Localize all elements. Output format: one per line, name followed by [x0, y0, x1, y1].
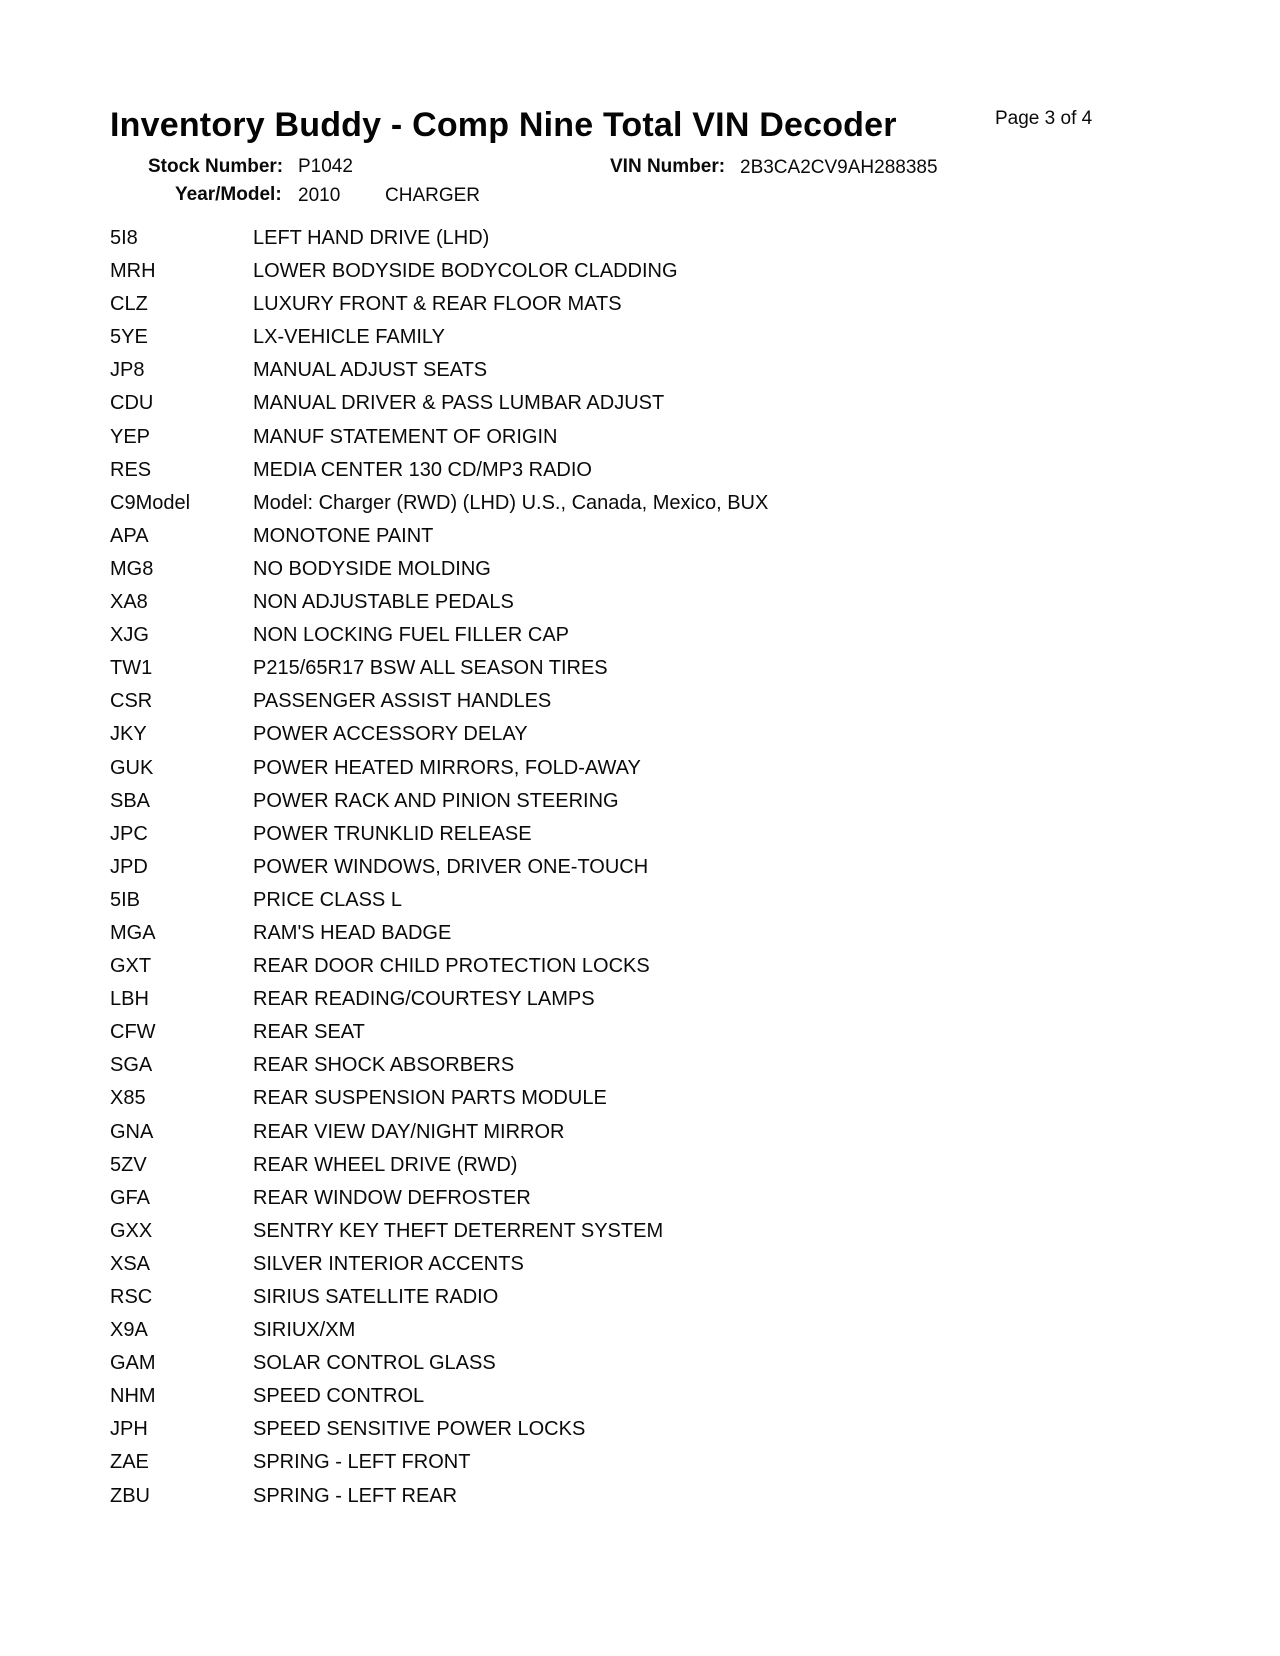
- option-row: [110, 255, 1190, 288]
- option-description: REAR SUSPENSION PARTS MODULE: [253, 1087, 607, 1110]
- option-code: TW1: [110, 657, 153, 680]
- option-description: SPRING - LEFT REAR: [253, 1484, 458, 1507]
- option-row: [110, 586, 1190, 619]
- option-description: POWER WINDOWS, DRIVER ONE-TOUCH: [253, 855, 649, 878]
- option-row: [110, 553, 1190, 586]
- option-description: SOLAR CONTROL GLASS: [253, 1352, 496, 1375]
- vin-number-value: 2B3CA2CV9AH288385: [740, 157, 938, 178]
- option-code: GUK: [110, 756, 154, 779]
- option-description: SILVER INTERIOR ACCENTS: [253, 1252, 524, 1275]
- stock-number-label: Stock Number:: [148, 156, 284, 177]
- year-value: 2010: [298, 185, 341, 206]
- option-description: SIRIUX/XM: [253, 1319, 356, 1342]
- option-row: [110, 1149, 1190, 1182]
- option-code: ZAE: [110, 1451, 149, 1474]
- option-description: MANUF STATEMENT OF ORIGIN: [253, 425, 558, 448]
- stock-number-value: P1042: [298, 156, 353, 177]
- option-description: LOWER BODYSIDE BODYCOLOR CLADDING: [253, 260, 678, 283]
- option-code: GAM: [110, 1352, 156, 1375]
- option-row: [110, 288, 1190, 321]
- option-code: RSC: [110, 1286, 153, 1308]
- option-description: SPEED CONTROL: [253, 1385, 425, 1408]
- option-description: REAR WINDOW DEFROSTER: [253, 1186, 531, 1209]
- option-code: YEP: [110, 425, 151, 448]
- option-row: [110, 1446, 1190, 1479]
- option-row: [110, 1314, 1190, 1347]
- option-code: XJG: [110, 624, 149, 647]
- option-description: NO BODYSIDE MOLDING: [253, 557, 491, 580]
- option-row: [110, 321, 1190, 354]
- option-description: NON LOCKING FUEL FILLER CAP: [253, 624, 569, 647]
- option-code: CLZ: [110, 293, 148, 316]
- model-value: CHARGER: [385, 185, 481, 206]
- page-title: Inventory Buddy - Comp Nine Total VIN Decoder: [110, 106, 897, 144]
- option-code: MRH: [110, 260, 156, 283]
- option-row: [110, 818, 1190, 851]
- option-description: REAR WHEEL DRIVE (RWD): [253, 1153, 518, 1176]
- option-row: [110, 454, 1190, 487]
- option-description: SIRIUS SATELLITE RADIO: [253, 1286, 499, 1308]
- option-row: [110, 1215, 1190, 1248]
- option-row: [110, 1248, 1190, 1281]
- option-code: RES: [110, 458, 152, 481]
- option-code: JP8: [110, 359, 145, 382]
- option-description: LUXURY FRONT & REAR FLOOR MATS: [253, 293, 622, 316]
- option-row: [110, 222, 1190, 255]
- option-code: 5I8: [110, 227, 138, 249]
- option-code: CSR: [110, 690, 153, 713]
- option-code: APA: [110, 524, 149, 547]
- option-row: [110, 752, 1190, 785]
- option-code: GNA: [110, 1120, 154, 1143]
- option-description: REAR SEAT: [253, 1021, 365, 1044]
- option-code: XSA: [110, 1252, 151, 1275]
- option-row: [110, 1480, 1190, 1513]
- option-row: [110, 354, 1190, 387]
- option-code: X9A: [110, 1319, 148, 1342]
- option-code: GXT: [110, 955, 152, 978]
- option-code: 5ZV: [110, 1153, 147, 1176]
- option-code: SGA: [110, 1054, 153, 1077]
- option-code: C9Model: [110, 491, 191, 514]
- option-row: [110, 1116, 1190, 1149]
- option-description: SPRING - LEFT FRONT: [253, 1451, 471, 1474]
- option-row: [110, 1082, 1190, 1115]
- option-row: [110, 718, 1190, 751]
- option-code: GXX: [110, 1219, 153, 1242]
- option-row: [110, 917, 1190, 950]
- option-row: [110, 652, 1190, 685]
- option-description: POWER ACCESSORY DELAY: [253, 723, 528, 746]
- option-code: XA8: [110, 591, 148, 614]
- option-code: MG8: [110, 557, 154, 580]
- year-model-label: Year/Model:: [175, 184, 282, 205]
- option-row: [110, 785, 1190, 818]
- option-code: JPD: [110, 855, 148, 878]
- option-row: [110, 619, 1190, 652]
- option-description: LX-VEHICLE FAMILY: [253, 326, 445, 349]
- option-row: [110, 487, 1190, 520]
- option-description: PASSENGER ASSIST HANDLES: [253, 690, 552, 713]
- option-row: [110, 685, 1190, 718]
- option-description: POWER HEATED MIRRORS, FOLD-AWAY: [253, 756, 641, 779]
- option-description: REAR VIEW DAY/NIGHT MIRROR: [253, 1120, 565, 1143]
- option-code: 5YE: [110, 326, 148, 349]
- option-code: GFA: [110, 1186, 151, 1209]
- option-description: MANUAL ADJUST SEATS: [253, 359, 488, 382]
- option-code: SBA: [110, 789, 151, 812]
- option-row: [110, 1049, 1190, 1082]
- option-description: REAR DOOR CHILD PROTECTION LOCKS: [253, 955, 650, 978]
- option-description: P215/65R17 BSW ALL SEASON TIRES: [253, 657, 608, 680]
- page-indicator: Page 3 of 4: [995, 108, 1093, 129]
- vin-number-label: VIN Number:: [610, 156, 726, 177]
- option-row: [110, 1347, 1190, 1380]
- option-code: 5IB: [110, 888, 141, 911]
- option-row: [110, 1380, 1190, 1413]
- option-description: NON ADJUSTABLE PEDALS: [253, 591, 514, 614]
- option-code: JPH: [110, 1418, 148, 1441]
- option-code: LBH: [110, 988, 149, 1011]
- vin-options-list: [110, 222, 1190, 1513]
- option-row: [110, 1016, 1190, 1049]
- option-description: LEFT HAND DRIVE (LHD): [253, 227, 490, 249]
- option-description: POWER TRUNKLID RELEASE: [253, 822, 532, 845]
- option-code: ZBU: [110, 1484, 150, 1507]
- option-code: CFW: [110, 1021, 156, 1044]
- option-row: [110, 387, 1190, 420]
- option-code: X85: [110, 1087, 146, 1110]
- option-row: [110, 1281, 1190, 1314]
- option-row: [110, 520, 1190, 553]
- option-description: MANUAL DRIVER & PASS LUMBAR ADJUST: [253, 392, 665, 415]
- option-row: [110, 421, 1190, 454]
- option-row: [110, 950, 1190, 983]
- option-description: Model: Charger (RWD) (LHD) U.S., Canada, Mexico, BUX: [253, 491, 769, 514]
- option-description: SENTRY KEY THEFT DETERRENT SYSTEM: [253, 1219, 664, 1242]
- option-description: MEDIA CENTER 130 CD/MP3 RADIO: [253, 458, 592, 481]
- option-description: MONOTONE PAINT: [253, 524, 434, 547]
- option-row: [110, 983, 1190, 1016]
- option-row: [110, 1413, 1190, 1446]
- option-code: CDU: [110, 392, 154, 415]
- option-code: JPC: [110, 822, 148, 845]
- option-description: RAM'S HEAD BADGE: [253, 921, 452, 944]
- option-code: NHM: [110, 1385, 156, 1408]
- option-code: JKY: [110, 723, 147, 746]
- option-row: [110, 851, 1190, 884]
- option-description: REAR SHOCK ABSORBERS: [253, 1054, 515, 1077]
- option-description: SPEED SENSITIVE POWER LOCKS: [253, 1418, 586, 1441]
- option-description: PRICE CLASS L: [253, 888, 402, 911]
- option-description: POWER RACK AND PINION STEERING: [253, 789, 619, 812]
- option-row: [110, 1182, 1190, 1215]
- option-code: MGA: [110, 921, 156, 944]
- option-description: REAR READING/COURTESY LAMPS: [253, 988, 595, 1011]
- option-row: [110, 884, 1190, 917]
